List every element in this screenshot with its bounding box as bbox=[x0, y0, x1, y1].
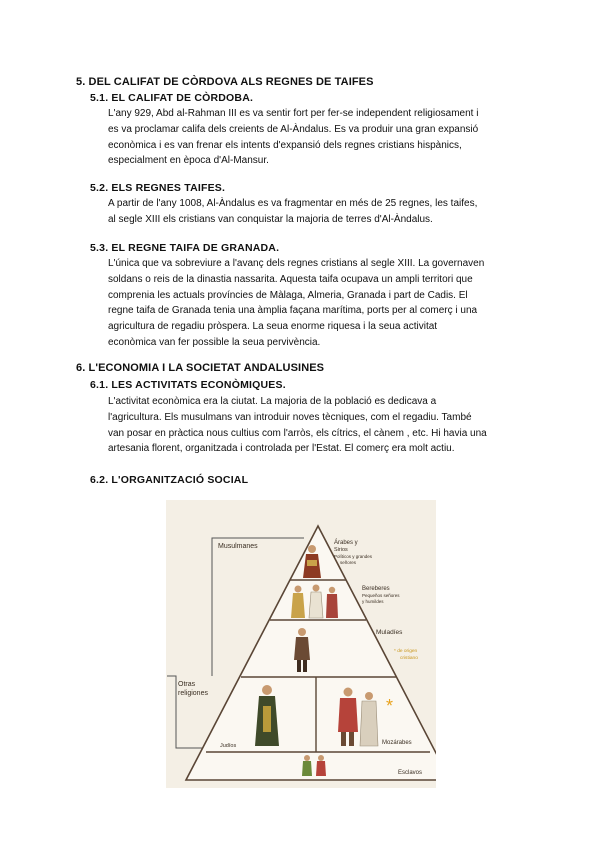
label-religiones: religiones bbox=[178, 690, 208, 697]
text-line: econòmica i es van frenar els intents d'expansió dels regnes cristians hispànics, bbox=[108, 139, 462, 151]
text-line: especialment en època d'Al-Mansur. bbox=[108, 155, 269, 167]
paragraph-economia bbox=[108, 394, 528, 457]
label-mozarabes: Mozárabes bbox=[382, 740, 412, 746]
label-otras: Otras bbox=[178, 681, 196, 688]
text-line: regne taifa de Granada tenia una àmplia façana marítima, ports per al comerç i una bbox=[108, 305, 478, 317]
subsection-heading-5-3: 5.3. EL REGNE TAIFA DE GRANADA. bbox=[90, 242, 280, 254]
text-line: L'any 929, Abd al-Rahman III es va sentir fort per fer-se independent religiosament i bbox=[108, 108, 479, 119]
label-pequenos: Pequeños señores bbox=[362, 593, 400, 598]
label-politicos: Políticos y grandes bbox=[334, 554, 373, 559]
label-bereberes: Bereberes bbox=[362, 586, 390, 592]
section-heading-5: 5. DEL CALIFAT DE CÒRDOVA ALS REGNES DE TAIFES bbox=[76, 76, 374, 88]
text-line: econòmica van fer possible la seua pervivència. bbox=[108, 336, 321, 348]
paragraph-taifes bbox=[108, 196, 528, 228]
label-sirios: Sirios bbox=[334, 547, 348, 553]
paragraph-granada bbox=[108, 256, 528, 351]
social-pyramid-svg bbox=[166, 500, 436, 788]
paragraph-califat bbox=[108, 106, 528, 169]
label-esclavos: Esclavos bbox=[398, 770, 423, 776]
text-line: L'activitat econòmica era la ciutat. La majoria de la població es dedicava a bbox=[108, 396, 437, 407]
text-line: l'agricultura. Els musulmans van introduir noves tècniques, com el regadiu. També bbox=[108, 411, 472, 423]
label-muladies: Muladíes bbox=[376, 629, 403, 636]
label-judios: Judíos bbox=[220, 743, 237, 749]
text-line: artesania florent, organitzada i controlada per l'Estat. El comerç era molt actiu. bbox=[108, 443, 455, 455]
text-line: al segle XIII els cristians van conquistar la majoria de terres d'Al-Àndalus. bbox=[108, 213, 433, 225]
text-line: van posar en pràctica nous cultius com l'arròs, els cítrics, el cànem , etc. Hi havia una bbox=[108, 427, 487, 439]
label-origen: * de origen bbox=[394, 649, 418, 654]
text-line: comprenia les actuals províncies de Màlaga, Almeria, Granada i part de Cadis. El bbox=[108, 289, 468, 301]
star-icon: * bbox=[386, 696, 394, 716]
label-musulmanes: Musulmanes bbox=[218, 543, 258, 550]
text-line: agricultura de regadiu pròspera. La seua enorme riquesa i la seua activitat bbox=[108, 321, 438, 333]
subsection-heading-5-1: 5.1. EL CALIFAT DE CÒRDOBA. bbox=[90, 92, 254, 104]
text-line: soldans o reis de la dinastia nassarita. Aquesta taifa ocupava un ampli territori que bbox=[108, 273, 473, 285]
subsection-heading-6-1: 6.1. LES ACTIVITATS ECONÒMIQUES. bbox=[90, 379, 286, 391]
section-heading-6: 6. L'ECONOMIA I LA SOCIETAT ANDALUSINES bbox=[76, 362, 325, 374]
label-arabes: Árabes y bbox=[334, 540, 358, 546]
text-line: L'única que va sobreviure a l'avanç dels regnes cristians al segle XIII. La governaven bbox=[108, 258, 485, 269]
text-line: es va proclamar califa dels creients de Al-Àndalus. Es va produir una gran expansió bbox=[108, 123, 479, 135]
label-humildes: y humildes bbox=[362, 599, 384, 604]
bereberes-figures-icon bbox=[291, 585, 338, 619]
social-pyramid-figure bbox=[166, 500, 436, 788]
label-cristiano: cristiano bbox=[400, 656, 418, 661]
subsection-heading-6-2: 6.2. L'ORGANITZACIÓ SOCIAL bbox=[90, 474, 249, 486]
text-line: A partir de l'any 1008, Al-Àndalus es va fragmentar en més de 25 regnes, les taifes, bbox=[108, 198, 478, 209]
label-senores: señores bbox=[340, 560, 357, 565]
subsection-heading-5-2: 5.2. ELS REGNES TAIFES. bbox=[90, 182, 226, 194]
